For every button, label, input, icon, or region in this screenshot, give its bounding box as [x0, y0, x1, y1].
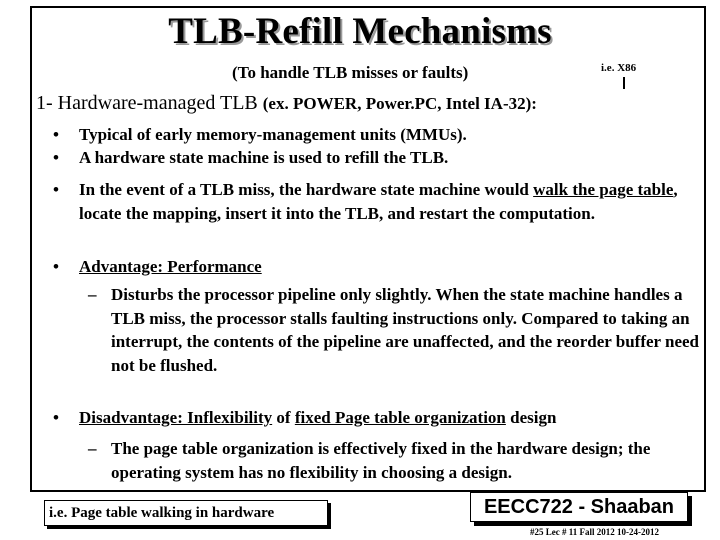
bullet-marker: • [53, 148, 59, 167]
bullet-3-post: , locate the mapping, insert it into the TLB, and restart the computation. [79, 180, 678, 223]
advantage-label: Advantage: Performance [79, 257, 262, 276]
bullet-marker: • [53, 180, 59, 199]
bullet-marker: • [53, 125, 59, 144]
section-heading [36, 92, 537, 115]
slide-title: TLB-Refill Mechanisms [168, 11, 552, 52]
section-heading-main: 1- Hardware-managed TLB [36, 92, 258, 114]
bullet-3 [79, 178, 719, 225]
bullet-3-pre: In the event of a TLB miss, the hardware state machine would [79, 180, 534, 199]
bullet-marker: • [53, 257, 59, 276]
bullet-5-post: design [505, 408, 557, 427]
section-heading-examples: (ex. POWER, Power.PC, Intel IA-32): [262, 94, 537, 113]
note-box: i.e. Page table walking in hardware [44, 500, 328, 526]
bullet-marker: • [53, 408, 59, 427]
x86-annotation: i.e. X86 [601, 62, 637, 74]
disadvantage-label: Disadvantage: Inflexibility [79, 408, 273, 427]
bullet-5-sub: The page table organization is effectively fixed in the hardware design; the operating system has no flexibility in choosing a design. [111, 439, 651, 482]
bullet-4-sub: Disturbs the processor pipeline only slightly. When the state machine handles a TLB miss, the processor stalls faulting instructions only. Compared to taking an interrupt, the contents of the pipeline are unaffected, and the reorder buffer need not be flushed. [111, 285, 700, 375]
course-box: EECC722 - Shaaban [470, 492, 688, 522]
bullet-1: Typical of early memory-management units (MMUs). [79, 125, 467, 144]
sub-bullet-marker: – [88, 285, 97, 304]
slide-footer: #25 Lec # 11 Fall 2012 10-24-2012 [530, 527, 659, 537]
slide-subtitle: (To handle TLB misses or faults) [232, 63, 469, 82]
bullet-5 [79, 406, 719, 430]
fixed-page-table-term: fixed Page table organization [294, 408, 506, 427]
annotation-pointer [623, 77, 625, 89]
sub-bullet-marker: – [88, 439, 97, 458]
bullet-2: A hardware state machine is used to refill the TLB. [79, 148, 449, 167]
walk-page-table-term: walk the page table [533, 180, 674, 199]
bullet-5-mid: of [272, 408, 295, 427]
bullet-4 [79, 255, 719, 279]
